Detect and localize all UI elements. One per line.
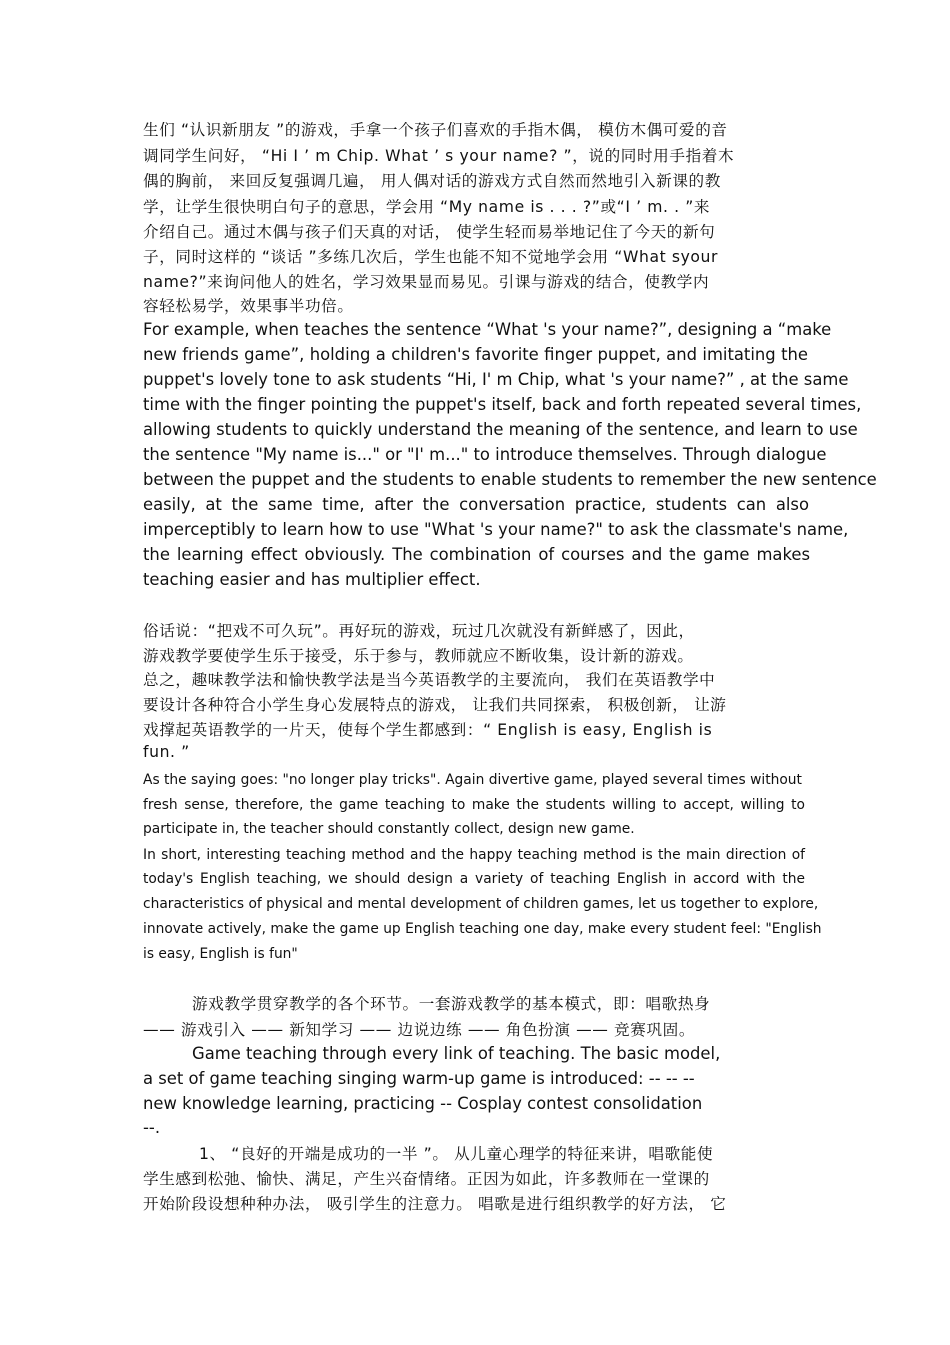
- text-line: 容轻松易学，效果事半功倍。: [143, 297, 354, 315]
- text-line: 生们 “认识新朋友 ”的游戏，手拿一个孩子们喜欢的手指木偶， 模仿木偶可爱的音: [143, 121, 728, 139]
- text-line: 俗话说：“把戏不可久玩”。再好玩的游戏，玩过几次就没有新鲜感了，因此，: [143, 622, 695, 640]
- text-line: new friends game”, holding a children's favorite finger puppet, and imitating the: [143, 345, 808, 364]
- text-line: a set of game teaching singing warm-up game is introduced: -- -- --: [143, 1069, 695, 1088]
- text-line: 学，让学生很快明白句子的意思，学会用 “My name is . . . ?”或“I ’ m. . ”来: [143, 198, 711, 216]
- text-line: 要设计各种符合小学生身心发展特点的游戏， 让我们共同探索， 积极创新， 让游: [143, 696, 727, 714]
- text-line: For example, when teaches the sentence “What 's your name?”, designing a “make: [143, 320, 832, 339]
- text-line: fresh sense, therefore, the game teaching to make the students willing to accept, willing to: [143, 797, 805, 813]
- text-line: name?”来询问他人的姓名，学习效果显而易见。引课与游戏的结合，使教学内: [143, 273, 710, 291]
- text-line: puppet's lovely tone to ask students “Hi, I' m Chip, what 's your name?” , at the same: [143, 370, 849, 389]
- text-line: the learning effect obviously. The combination of courses and the game makes: [143, 545, 810, 564]
- text-line: 游戏教学要使学生乐于接受，乐于参与，教师就应不断收集，设计新的游戏。: [143, 647, 694, 665]
- text-line: Game teaching through every link of teaching. The basic model,: [192, 1044, 721, 1063]
- text-line: the sentence "My name is..." or "I' m..." to introduce themselves. Through dialogue: [143, 445, 827, 464]
- text-line: time with the finger pointing the puppet's itself, back and forth repeated several times,: [143, 395, 862, 414]
- text-line: between the puppet and the students to enable students to remember the new sentence: [143, 470, 877, 489]
- text-line: participate in, the teacher should constantly collect, design new game.: [143, 821, 635, 837]
- text-line: today's English teaching, we should design a variety of teaching English in accord with the: [143, 871, 805, 887]
- text-line: characteristics of physical and mental development of children games, let us together to explore,: [143, 896, 819, 912]
- text-line: 子，同时这样的 “谈话 ”多练几次后，学生也能不知不觉地学会用 “What syour: [143, 248, 719, 266]
- text-line: As the saying goes: "no longer play tricks". Again divertive game, played several times without: [143, 772, 802, 788]
- text-line: imperceptibly to learn how to use "What 's your name?" to ask the classmate's name,: [143, 520, 849, 539]
- text-line: new knowledge learning, practicing -- Cosplay contest consolidation: [143, 1094, 703, 1113]
- text-line: 介绍自己。通过木偶与孩子们天真的对话， 使学生轻而易举地记住了今天的新句: [143, 223, 716, 241]
- text-line: 学生感到松弛、愉快、满足，产生兴奋情绪。正因为如此，许多教师在一堂课的: [143, 1170, 710, 1188]
- text-line: 开始阶段设想种种办法， 吸引学生的注意力。 唱歌是进行组织教学的好方法， 它: [143, 1195, 727, 1213]
- text-line: is easy, English is fun": [143, 946, 298, 962]
- text-line: 游戏教学贯穿教学的各个环节。一套游戏教学的基本模式，即：唱歌热身: [192, 995, 711, 1013]
- text-line: allowing students to quickly understand the meaning of the sentence, and learn to use: [143, 420, 858, 439]
- text-line: innovate actively, make the game up English teaching one day, make every student feel: "English: [143, 921, 822, 937]
- text-line: 戏撑起英语教学的一片天，使每个学生都感到：“ English is easy, English is: [143, 721, 713, 739]
- text-line: —— 游戏引入 —— 新知学习 —— 边说边练 —— 角色扮演 —— 竞赛巩固。: [143, 1021, 696, 1039]
- text-line: 偶的胸前， 来回反复强调几遍， 用人偶对话的游戏方式自然而然地引入新课的教: [143, 172, 721, 190]
- text-line: 总之，趣味教学法和愉快教学法是当今英语教学的主要流向， 我们在英语教学中: [143, 671, 716, 689]
- text-line: --.: [143, 1118, 161, 1137]
- text-line: In short, interesting teaching method and the happy teaching method is the main direction of: [143, 847, 805, 863]
- text-line: fun. ”: [143, 743, 190, 761]
- text-line: 调同学生问好， “Hi I ’ m Chip. What ’ s your name? ”，说的同时用手指着木: [143, 147, 735, 165]
- text-line: easily, at the same time, after the conversation practice, students can also: [143, 495, 809, 514]
- text-line: 1、 “良好的开端是成功的一半 ”。 从儿童心理学的特征来讲，唱歌能使: [199, 1145, 714, 1163]
- text-line: teaching easier and has multiplier effect.: [143, 570, 481, 589]
